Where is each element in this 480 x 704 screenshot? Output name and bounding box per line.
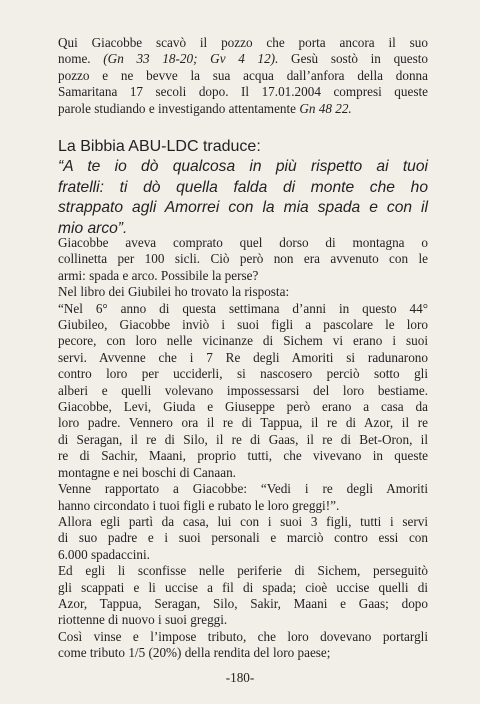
text-line: alberi e quelli volevano impossessarsi del loro bestiame. [58, 382, 428, 398]
text-line [58, 101, 428, 117]
text-line: Allora egli partì da casa, lui con i suoi 3 figli, tutti i servi [58, 513, 428, 529]
text-line: Nel libro dei Giubilei ho trovato la risposta: [58, 284, 290, 300]
text-line [58, 51, 428, 67]
text-span: Samaritana 17 secoli dopo. Il 17.01.2004 compresi queste [58, 84, 428, 100]
bible-reference: (Gn 33 18-20; Gv 4 12). [103, 51, 279, 67]
text-span: Qui Giacobbe scavò il pozzo che porta ancora il suo [58, 35, 428, 50]
text-line: Venne rapportato a Giacobbe: “Vedi i re degli Amoriti [58, 481, 428, 497]
text-line: Giacobbe, Levi, Giuda e Giuseppe però erano a casa da [58, 399, 428, 415]
text-line: montagne e nei boschi di Canaan. [58, 464, 236, 480]
text-span: Gesù sostò in questo [278, 51, 428, 67]
text-line: Giacobbe aveva comprato quel dorso di montagna o [58, 235, 428, 250]
text-line: riottenne di nuovo i suoi greggi. [58, 612, 228, 628]
text-line: “Nel 6° anno di questa settimana d’anni in questo 44° [58, 300, 428, 316]
text-line [58, 68, 428, 84]
page-number: -180- [225, 670, 255, 685]
text-line: collinetta per 100 sicli. Ciò però non era avvenuto con le [58, 251, 428, 267]
text-line: hanno circondato i tuoi figli e rubato le loro greggi!”. [58, 497, 340, 513]
text-line: 6.000 spadaccini. [58, 546, 150, 562]
text-line: Ed egli li sconfisse nelle periferie di Sichem, perseguitò [58, 563, 428, 579]
text-span: nome. [58, 51, 104, 67]
text-line [58, 84, 428, 100]
text-line: “A te io dò qualcosa in più rispetto ai tuoi [58, 158, 428, 175]
text-line: re di Sachir, Maani, proprio tutti, che vivevano in queste [58, 448, 428, 464]
text-line: loro padre. Vennero ora il re di Tappua, il re di Azor, il re [58, 415, 428, 431]
text-line: di Seragan, il re di Silo, il re di Gaas, il re di Bet-Oron, il [58, 431, 428, 447]
text-line: gli scappati e li uccise a fil di spada; cioè uccise quelli di [58, 579, 428, 595]
intro-paragraph [58, 35, 428, 117]
text-line: servi. Avvenne che i 7 Re degli Amoriti si radunarono [58, 349, 428, 365]
text-line: contro loro per ucciderli, si nascosero perciò sotto gli [58, 366, 428, 382]
text-line: Così vinse e l’impose tributo, che loro dovevano portargli [58, 628, 428, 644]
text-line: Giubileo, Giacobbe inviò i suoi figli a pascolare le loro [58, 317, 428, 333]
section-heading: La Bibbia ABU-LDC traduce: [58, 138, 261, 155]
text-line: fratelli: ti dò quella falda di monte che ho [58, 178, 428, 196]
text-line: come tributo 1/5 (20%) della rendita del loro paese; [58, 645, 331, 661]
text-line: armi: spada e arco. Possibile la perse? [58, 267, 259, 283]
text-line: mio arco”. [58, 219, 128, 237]
text-line: strappato agli Amorrei con la mia spada e con il [58, 199, 428, 216]
text-line: pecore, con loro nelle vicinanze di Sichem vi erano i suoi [58, 333, 428, 349]
quote-block [58, 157, 428, 239]
bible-reference: Gn 48 22. [299, 100, 352, 116]
body-text [58, 235, 428, 662]
text-span: parole studiando e investigando attentamente [58, 100, 300, 116]
text-line [58, 35, 428, 51]
text-span: pozzo e ne bevve la sua acqua dall’anfora della donna [58, 67, 428, 83]
text-line: di suo padre e i suoi personali e marciò contro essi con [58, 530, 428, 546]
text-line: Azor, Tappua, Seragan, Silo, Sakir, Maani e Gaas; dopo [58, 595, 428, 611]
